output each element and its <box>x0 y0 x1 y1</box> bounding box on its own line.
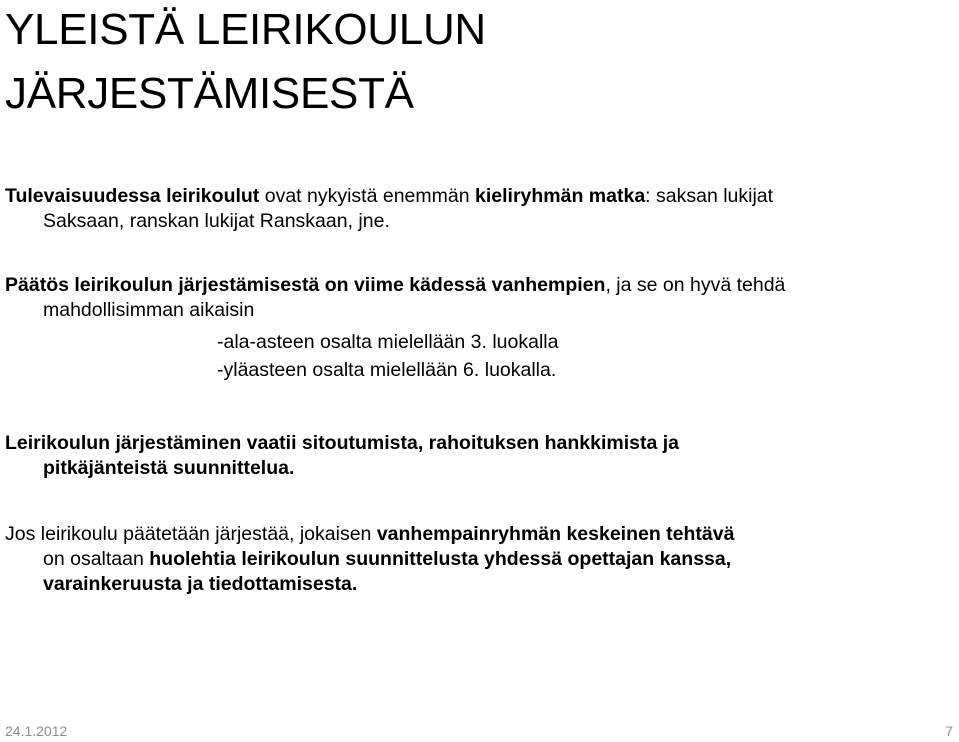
title-line-1: YLEISTÄ LEIRIKOULUN <box>5 5 486 54</box>
text: : saksan lukijat <box>645 185 774 207</box>
bold-text: Päätös leirikoulun järjestämisestä on viime kädessä vanhempien <box>5 274 606 296</box>
bold-text: huolehtia leirikoulun suunnittelusta yhdessä opettajan kanssa, <box>149 548 732 570</box>
text: ovat nykyistä enemmän <box>259 185 475 207</box>
paragraph-line <box>5 547 950 572</box>
paragraph-line <box>5 184 950 209</box>
paragraph-parents-task <box>5 522 950 597</box>
slide-title <box>5 0 486 126</box>
paragraph-line <box>5 273 950 298</box>
bold-text: vanhempainryhmän keskeinen tehtävä <box>376 523 735 545</box>
text: , ja se on hyvä tehdä <box>605 274 786 296</box>
bold-text: kieliryhmän matka <box>475 185 646 207</box>
paragraph-line: Saksaan, ranskan lukijat Ranskaan, jne. <box>43 210 390 232</box>
paragraph-line: mahdollisimman aikaisin <box>43 299 255 321</box>
paragraph-commitment <box>5 431 950 481</box>
paragraph-line: -ala-asteen osalta mielellään 3. luokalla <box>217 331 559 353</box>
text: Jos leirikoulu päätetään järjestää, jokaisen <box>5 523 377 545</box>
paragraph-line: -yläasteen osalta mielellään 6. luokalla. <box>217 359 557 381</box>
text: on osaltaan <box>43 548 150 570</box>
paragraph-decision <box>5 273 950 383</box>
page-number: 7 <box>945 723 953 739</box>
paragraph-language-trip <box>5 184 950 234</box>
paragraph-line: pitkäjänteistä suunnittelua. <box>43 457 295 479</box>
bold-text: Tulevaisuudessa leirikoulut <box>5 185 260 207</box>
footer-date: 24.1.2012 <box>5 723 68 739</box>
paragraph-line: Leirikoulun järjestäminen vaatii sitoutumista, rahoituksen hankkimista ja <box>5 432 680 454</box>
title-line-2: JÄRJESTÄMISESTÄ <box>5 69 414 118</box>
paragraph-line <box>5 522 950 547</box>
paragraph-line: varainkeruusta ja tiedottamisesta. <box>43 573 358 595</box>
